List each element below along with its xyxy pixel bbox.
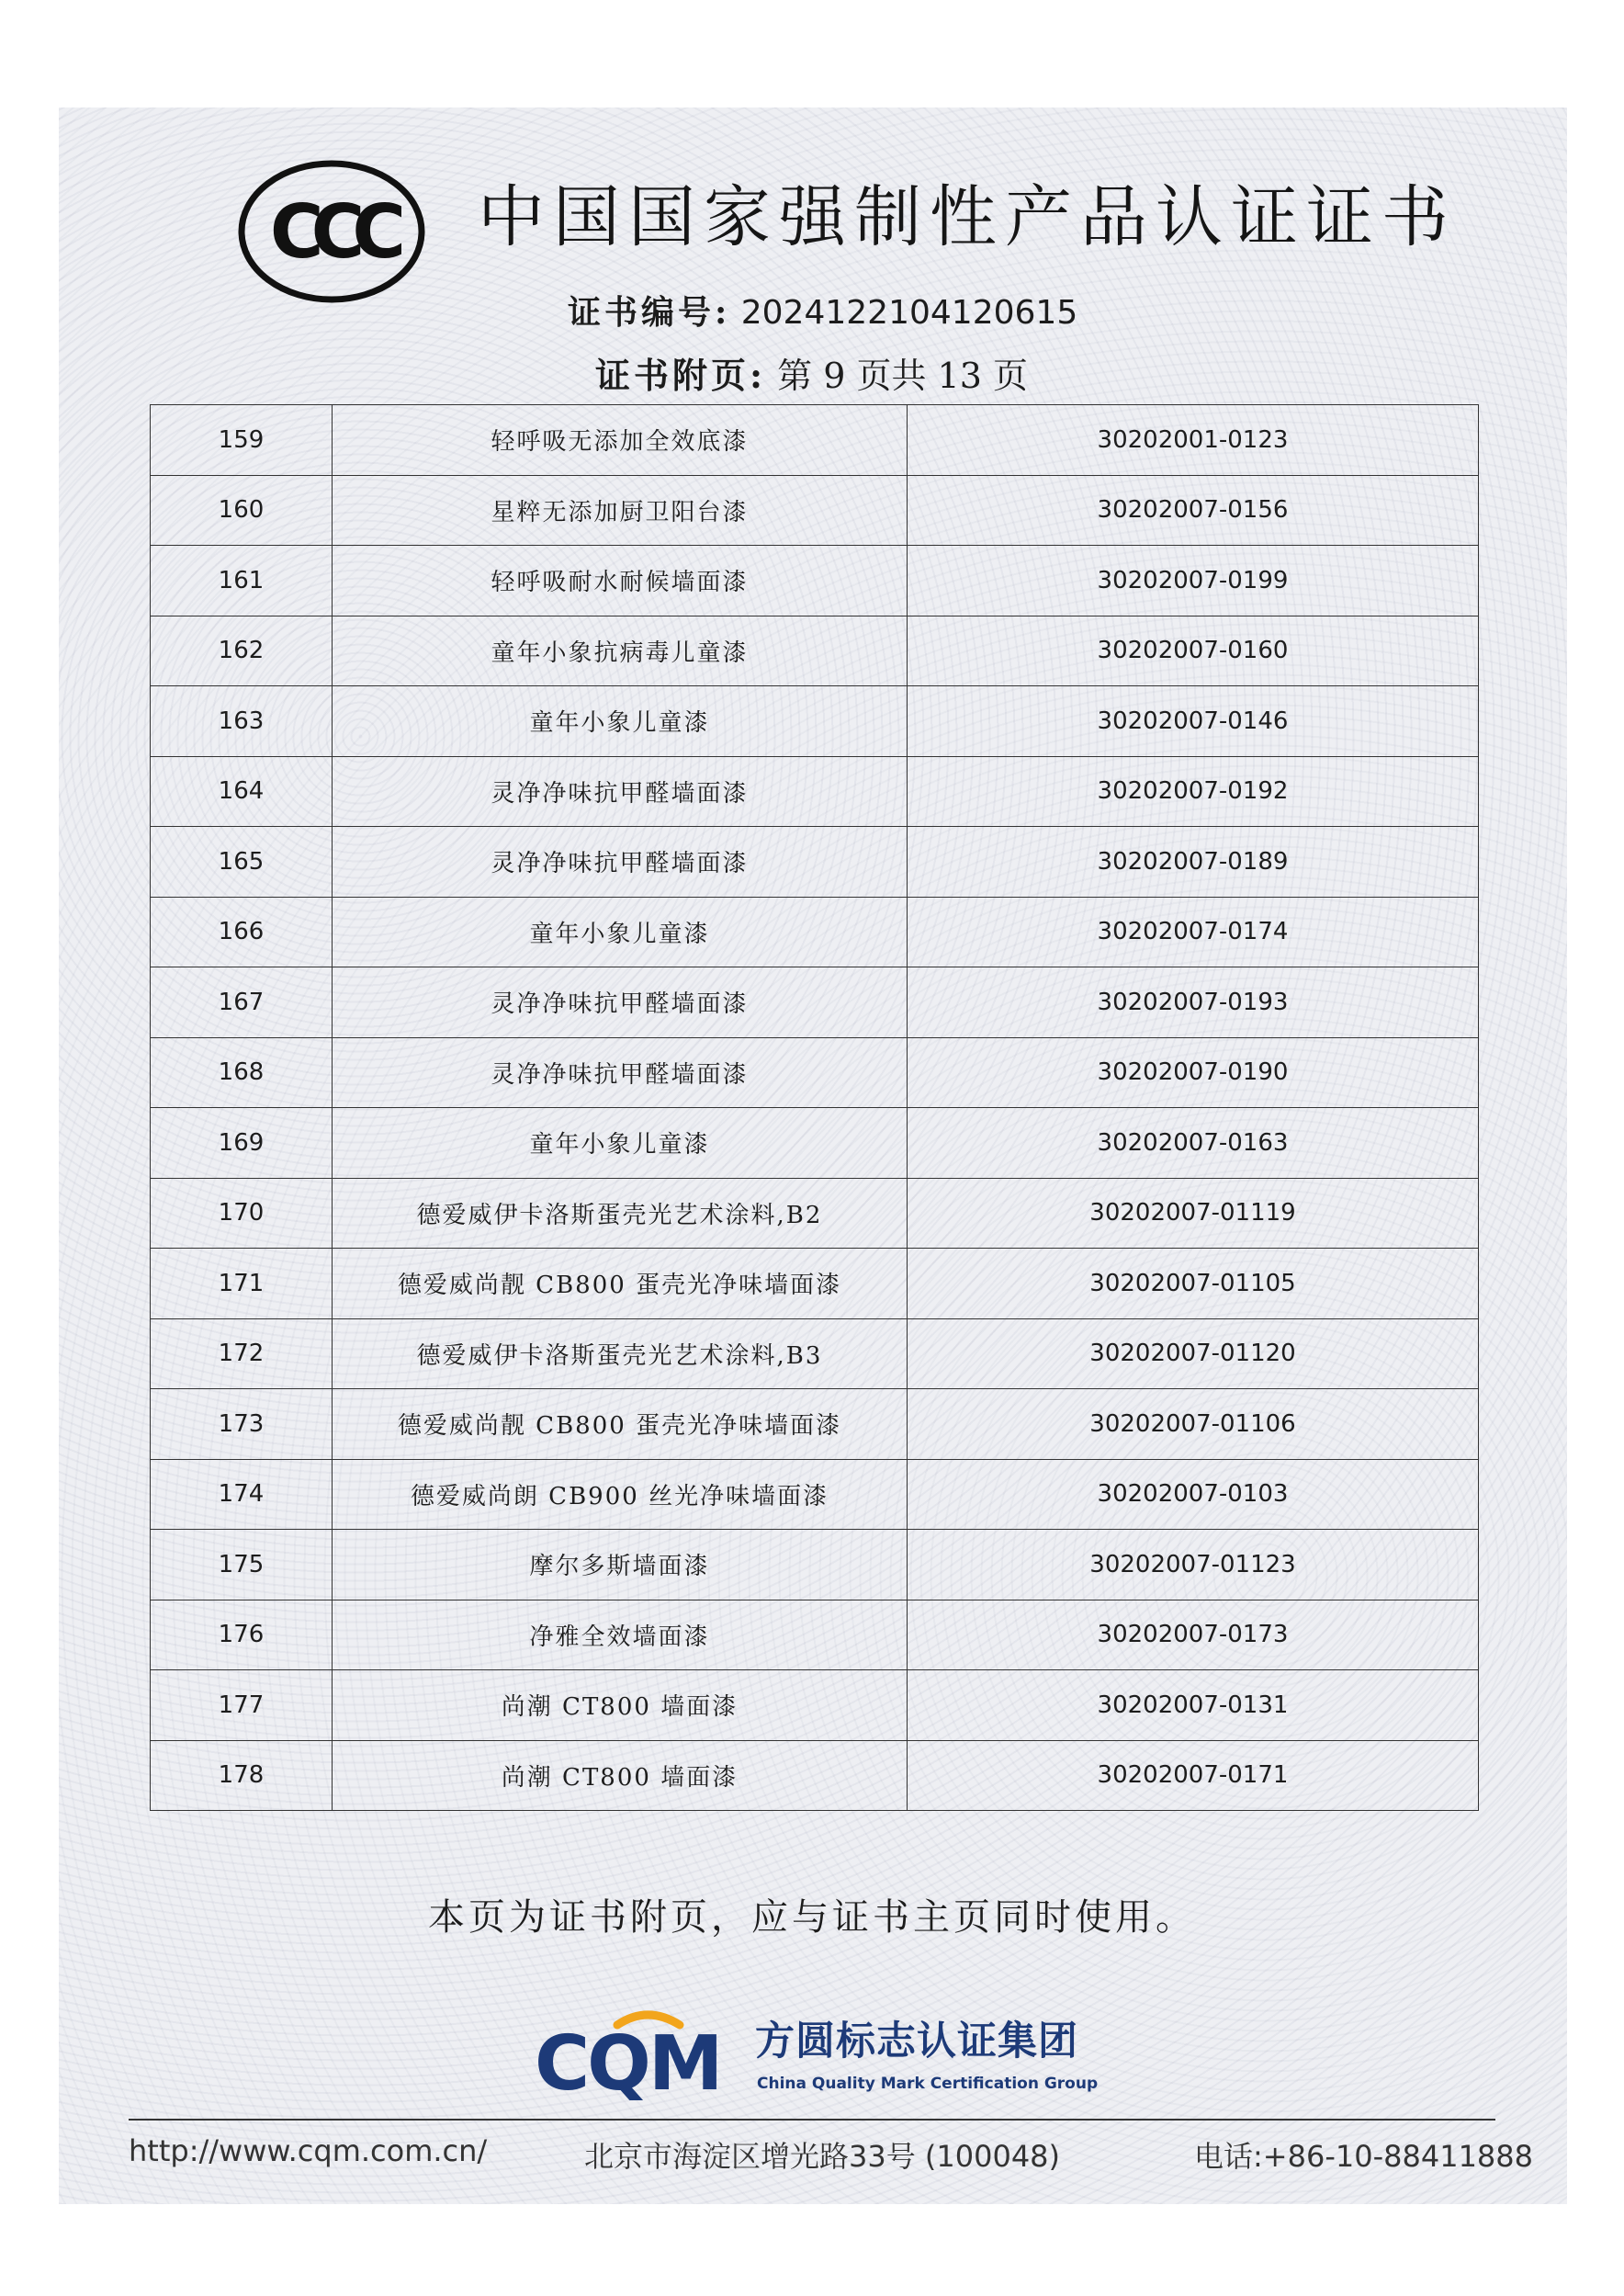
ccc-logo-text: CCC — [269, 189, 394, 275]
table-row — [151, 546, 1479, 616]
table-row — [151, 827, 1479, 898]
table-row — [151, 1318, 1479, 1389]
product-name: 尚潮 CT800 墙面漆 — [333, 1740, 908, 1811]
appendix-note: 本页为证书附页，应与证书主页同时使用。 — [428, 1896, 1196, 1939]
footer-url[interactable]: http://www.cqm.com.cn/ — [129, 2133, 488, 2168]
row-number: 176 — [151, 1600, 333, 1670]
product-name: 童年小象儿童漆 — [333, 897, 908, 967]
table-row — [151, 756, 1479, 827]
table-row — [151, 616, 1479, 686]
product-name: 轻呼吸耐水耐候墙面漆 — [333, 546, 908, 616]
product-code: 30202007-0171 — [908, 1740, 1479, 1811]
table-row — [151, 1389, 1479, 1460]
row-number: 178 — [151, 1740, 333, 1811]
footer-phone: 电话:+86-10-88411888 — [1194, 2139, 1534, 2174]
product-code: 30202007-0192 — [908, 756, 1479, 827]
product-name: 德爱威尚朗 CB900 丝光净味墙面漆 — [333, 1459, 908, 1530]
product-name: 童年小象抗病毒儿童漆 — [333, 616, 908, 686]
row-number: 177 — [151, 1670, 333, 1741]
row-number: 168 — [151, 1037, 333, 1108]
table-row — [151, 1249, 1479, 1319]
product-name: 灵净净味抗甲醛墙面漆 — [333, 1037, 908, 1108]
row-number: 161 — [151, 546, 333, 616]
table-row — [151, 475, 1479, 546]
product-code: 30202007-0146 — [908, 686, 1479, 757]
cqm-logo-text: CQM — [535, 2020, 721, 2102]
certificate-page-info — [595, 355, 1028, 396]
product-name: 摩尔多斯墙面漆 — [333, 1530, 908, 1600]
certificate-number-value: 2024122104120615 — [740, 294, 1078, 332]
product-code: 30202007-0199 — [908, 546, 1479, 616]
product-name: 净雅全效墙面漆 — [333, 1600, 908, 1670]
product-code: 30202007-0190 — [908, 1037, 1479, 1108]
row-number: 163 — [151, 686, 333, 757]
table-row — [151, 967, 1479, 1038]
table-row — [151, 1459, 1479, 1530]
table-row — [151, 1037, 1479, 1108]
product-code: 30202007-0156 — [908, 475, 1479, 546]
row-number: 169 — [151, 1108, 333, 1179]
product-code: 30202007-0173 — [908, 1600, 1479, 1670]
product-name: 童年小象儿童漆 — [333, 1108, 908, 1179]
certificate-number — [568, 293, 1078, 332]
table-row — [151, 897, 1479, 967]
certificate-number-label: 证书编号: — [568, 293, 731, 332]
row-number: 170 — [151, 1178, 333, 1249]
product-name: 德爱威伊卡洛斯蛋壳光艺术涂料,B2 — [333, 1178, 908, 1249]
product-list-table — [150, 404, 1479, 1811]
row-number: 175 — [151, 1530, 333, 1600]
row-number: 164 — [151, 756, 333, 827]
row-number: 165 — [151, 827, 333, 898]
product-code: 30202007-01123 — [908, 1530, 1479, 1600]
product-name: 德爱威伊卡洛斯蛋壳光艺术涂料,B3 — [333, 1318, 908, 1389]
product-code: 30202007-0174 — [908, 897, 1479, 967]
footer-divider — [129, 2119, 1495, 2121]
product-name: 德爱威尚靓 CB800 蛋壳光净味墙面漆 — [333, 1389, 908, 1460]
row-number: 174 — [151, 1459, 333, 1530]
row-number: 173 — [151, 1389, 333, 1460]
product-code: 30202007-01106 — [908, 1389, 1479, 1460]
product-name: 灵净净味抗甲醛墙面漆 — [333, 827, 908, 898]
product-code: 30202007-0160 — [908, 616, 1479, 686]
row-number: 160 — [151, 475, 333, 546]
row-number: 162 — [151, 616, 333, 686]
product-code: 30202007-0131 — [908, 1670, 1479, 1741]
product-code: 30202001-0123 — [908, 405, 1479, 476]
footer-address: 北京市海淀区增光路33号 (100048) — [584, 2139, 1061, 2174]
issuer-name-cn: 方圆标志认证集团 — [755, 2019, 1078, 2064]
table-row — [151, 405, 1479, 476]
page-info-label: 证书附页: — [595, 355, 767, 396]
table-row — [151, 1600, 1479, 1670]
row-number: 166 — [151, 897, 333, 967]
issuer-name-en: China Quality Mark Certification Group — [757, 2075, 1099, 2093]
product-code: 30202007-0189 — [908, 827, 1479, 898]
product-name: 灵净净味抗甲醛墙面漆 — [333, 967, 908, 1038]
row-number: 171 — [151, 1249, 333, 1319]
product-code: 30202007-0103 — [908, 1459, 1479, 1530]
row-number: 159 — [151, 405, 333, 476]
product-name: 灵净净味抗甲醛墙面漆 — [333, 756, 908, 827]
product-name: 童年小象儿童漆 — [333, 686, 908, 757]
certificate-title: 中国国家强制性产品认证证书 — [478, 178, 1457, 256]
row-number: 172 — [151, 1318, 333, 1389]
product-code: 30202007-0193 — [908, 967, 1479, 1038]
product-name: 尚潮 CT800 墙面漆 — [333, 1670, 908, 1741]
product-name: 德爱威尚靓 CB800 蛋壳光净味墙面漆 — [333, 1249, 908, 1319]
page-info-value: 第 9 页共 13 页 — [777, 356, 1028, 396]
table-row — [151, 1178, 1479, 1249]
table-row — [151, 1670, 1479, 1741]
ccc-mark-logo — [237, 158, 426, 305]
product-code: 30202007-01119 — [908, 1178, 1479, 1249]
product-name: 轻呼吸无添加全效底漆 — [333, 405, 908, 476]
table-row — [151, 1740, 1479, 1811]
row-number: 167 — [151, 967, 333, 1038]
product-code: 30202007-01105 — [908, 1249, 1479, 1319]
product-name: 星粹无添加厨卫阳台漆 — [333, 475, 908, 546]
table-row — [151, 686, 1479, 757]
table-row — [151, 1530, 1479, 1600]
table-row — [151, 1108, 1479, 1179]
product-code: 30202007-0163 — [908, 1108, 1479, 1179]
product-code: 30202007-01120 — [908, 1318, 1479, 1389]
